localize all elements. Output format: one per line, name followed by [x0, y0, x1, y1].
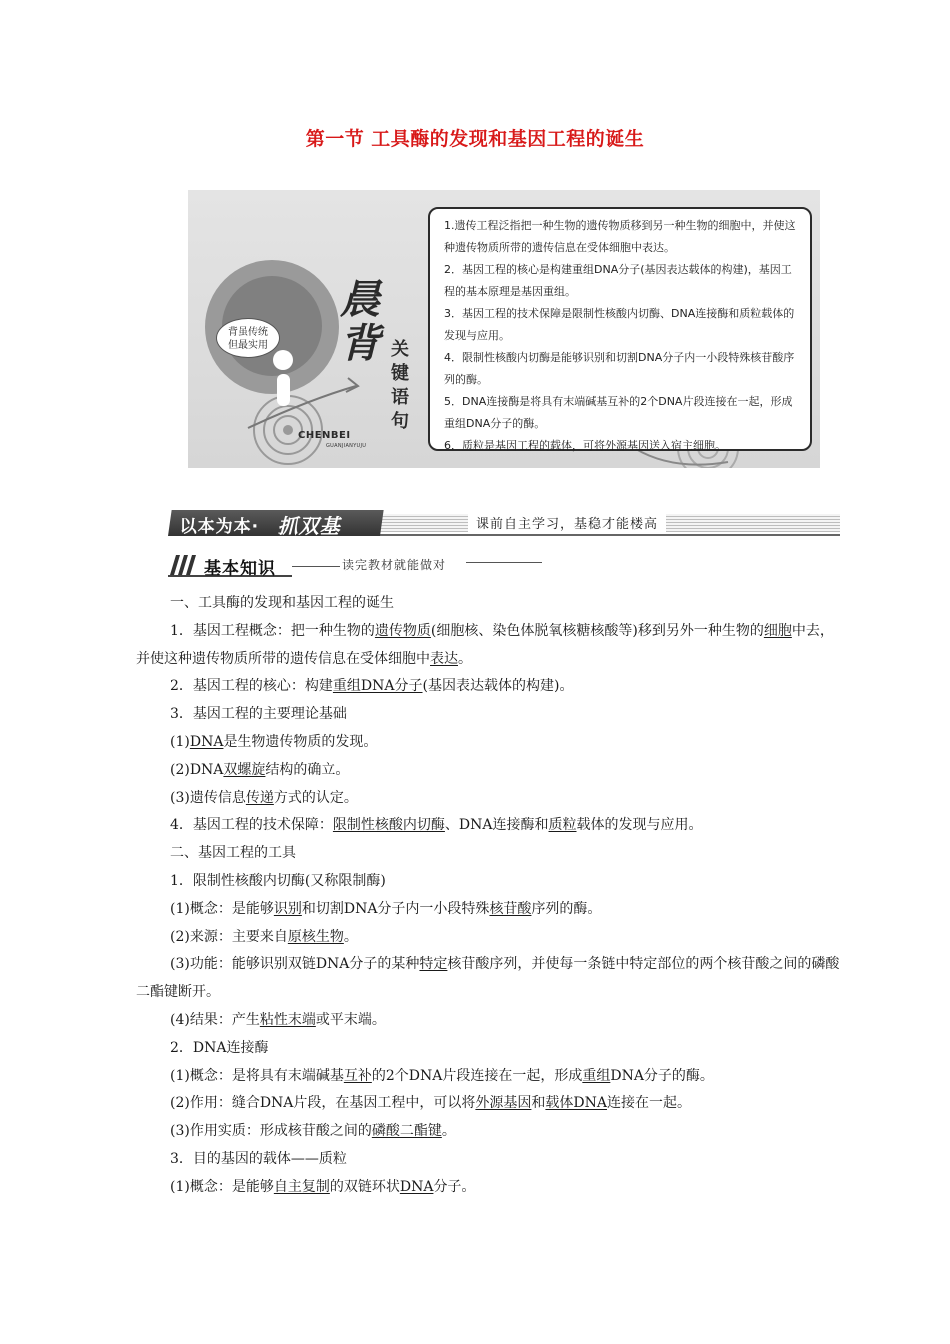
paragraph: [136, 757, 841, 785]
blank-answer: 核苷酸: [489, 900, 532, 917]
blank-answer: 识别: [273, 900, 302, 917]
subsection-rule-left: [292, 566, 340, 567]
section-header-band: [168, 510, 840, 536]
heading-2: 二、基因工程的工具: [170, 845, 296, 862]
person-icon-body: [277, 374, 290, 406]
text: 。: [458, 650, 472, 667]
paragraph: [136, 951, 841, 1007]
banner-vertical-label: 关键语句: [391, 339, 409, 432]
blank-answer: 磷酸二酯键: [371, 1123, 442, 1140]
text: (2)来源：主要来自: [170, 928, 288, 945]
band-text-2: 抓双基: [277, 514, 341, 538]
text: (1)概念：是能够: [170, 900, 274, 917]
heading-1: 一、工具酶的发现和基因工程的诞生: [170, 595, 394, 611]
key-point: 2．基因工程的核心是构建重组DNA分子(基因表达载体的构建)，基因工程的基本原理是基因重组。: [444, 263, 792, 298]
text: 或平末端。: [315, 1011, 386, 1028]
banner-logo-en: CHENBEI: [298, 430, 351, 441]
text: 2．基因工程的核心：构建: [170, 678, 333, 695]
paragraph: [136, 924, 841, 952]
blank-answer: 外源基因: [475, 1095, 532, 1112]
blank-answer: DNA: [189, 733, 224, 750]
blank-answer: 特定: [419, 956, 448, 973]
text: 。: [441, 1123, 456, 1140]
key-point: 3．基因工程的技术保障是限制性核酸内切酶、DNA连接酶和质粒载体的发现与应用。: [444, 307, 795, 342]
subsection-rule-right: [466, 562, 542, 563]
page-title: 第一节 工具酶的发现和基因工程的诞生: [305, 128, 645, 150]
banner-logo-en-sub: GUANJIANYUJU: [326, 443, 367, 449]
body-content: [136, 590, 841, 1202]
text: 1．基因工程概念：把一种生物的: [170, 622, 375, 639]
paragraph: [136, 785, 841, 813]
text: 是生物遗传物质的发现。: [223, 733, 378, 750]
text: 的2个DNA片段连接在一起，形成: [371, 1067, 583, 1084]
blank-answer: 传递: [245, 789, 274, 806]
paragraph: 3．目的基因的载体——质粒: [170, 1150, 347, 1167]
text: (3)功能：能够识别双链DNA分子的某种: [170, 956, 420, 973]
blank-answer: 载体DNA: [545, 1095, 608, 1112]
text: (1): [170, 733, 190, 750]
text: (2)作用：缝合DNA片段，在基因工程中，可以将: [170, 1095, 476, 1112]
text: 、DNA连接酶和: [444, 817, 549, 834]
paragraph: [136, 812, 841, 840]
text: 序列的酶。: [531, 900, 602, 917]
band-right-text: 课前自主学习，基稳才能楼高: [468, 513, 666, 532]
text: 方式的认定。: [273, 789, 358, 806]
key-point: 6．质粒是基因工程的载体，可将外源基因送入宿主细胞。: [444, 439, 726, 452]
text: 中去，并使这种遗传物质所带的遗传信息在受体细胞中: [136, 622, 834, 667]
text: (1)概念：是能够: [170, 1178, 274, 1195]
text: 。: [343, 928, 358, 945]
blank-answer: 粘性末端: [259, 1011, 316, 1028]
text: 的双链环状: [329, 1178, 400, 1195]
paragraph: [136, 1007, 841, 1035]
text: 结构的确立。: [265, 761, 350, 778]
paragraph: [136, 1090, 841, 1118]
blank-answer: 表达: [430, 650, 458, 667]
blank-answer: DNA: [399, 1178, 434, 1195]
key-point: 4．限制性核酸内切酶是能够识别和切割DNA分子内一小段特殊核苷酸序列的酶。: [444, 351, 795, 386]
text: 和: [531, 1095, 546, 1112]
blank-answer: 重组: [582, 1067, 611, 1084]
text: 和切割DNA分子内一小段特殊: [301, 900, 490, 917]
morning-recitation-banner: [188, 190, 820, 468]
paragraph: [136, 618, 841, 674]
paragraph: 2．DNA连接酶: [170, 1039, 269, 1056]
blank-answer: 限制性核酸内切酶: [332, 817, 445, 834]
paragraph: [136, 1063, 841, 1091]
speech-bubble: [216, 318, 280, 358]
blank-answer: 质粒: [548, 817, 577, 834]
bubble-line-2: 但最实用: [228, 340, 268, 351]
subsection-tag: 读完教材就能做对: [342, 558, 447, 572]
text: (3)遗传信息: [170, 789, 246, 806]
paragraph: [136, 673, 841, 701]
person-icon-head: [273, 350, 293, 370]
blank-answer: 互补: [343, 1067, 372, 1084]
band-left-label: [168, 510, 384, 536]
text: DNA分子的酶。: [610, 1067, 714, 1084]
banner-big-char-1: 晨: [340, 277, 380, 323]
paragraph: [136, 729, 841, 757]
text: 分子。: [433, 1178, 476, 1195]
blank-answer: 原核生物: [287, 928, 344, 945]
paragraph: [136, 1118, 841, 1146]
text: 4．基因工程的技术保障：: [170, 817, 333, 834]
paragraph: 3．基因工程的主要理论基础: [170, 706, 347, 723]
text: (2)DNA: [170, 761, 224, 778]
stripes-icon: [170, 555, 200, 575]
bubble-line-1: 背虽传统: [228, 327, 268, 338]
subsection-header: [168, 553, 548, 577]
paragraph: [136, 896, 841, 924]
paragraph: 1．限制性核酸内切酶(又称限制酶): [170, 872, 386, 889]
blank-answer: 自主复制: [273, 1178, 330, 1195]
key-point: 5．DNA连接酶是将具有末端碱基互补的2个DNA片段连接在一起，形成重组DNA分子的酶。: [444, 395, 793, 430]
band-text-1: 以本为本·: [179, 517, 260, 537]
key-point: 1.遗传工程泛指把一种生物的遗传物质移到另一种生物的细胞中，并使这种遗传物质所带的遗传信息在受体细胞中表达。: [444, 219, 796, 254]
paragraph: [136, 1174, 841, 1202]
band-underline: [380, 534, 840, 536]
blank-answer: 双螺旋: [223, 761, 266, 778]
key-sentences-box: [428, 207, 812, 451]
text: 载体的发现与应用。: [576, 817, 703, 834]
text: (3)作用实质：形成核苷酸之间的: [170, 1123, 372, 1140]
blank-answer: 重组DNA分子: [332, 678, 423, 695]
text: (1)概念：是将具有末端碱基: [170, 1067, 344, 1084]
text: (4)结果：产生: [170, 1011, 260, 1028]
subsection-title: 基本知识: [204, 559, 276, 579]
text: 连接在一起。: [607, 1095, 692, 1112]
blank-answer: 细胞: [763, 622, 792, 639]
text: (基因表达载体的构建)。: [422, 678, 574, 695]
blank-answer: 遗传物质: [374, 622, 431, 639]
banner-big-char-2: 背: [340, 321, 380, 367]
text: 核苷酸序列，并使每一条链中特定部位的两个核苷酸之间的磷酸二酯键断开。: [136, 956, 840, 1001]
text: (细胞核、染色体脱氧核糖核酸等)移到另外一种生物的: [430, 622, 764, 639]
